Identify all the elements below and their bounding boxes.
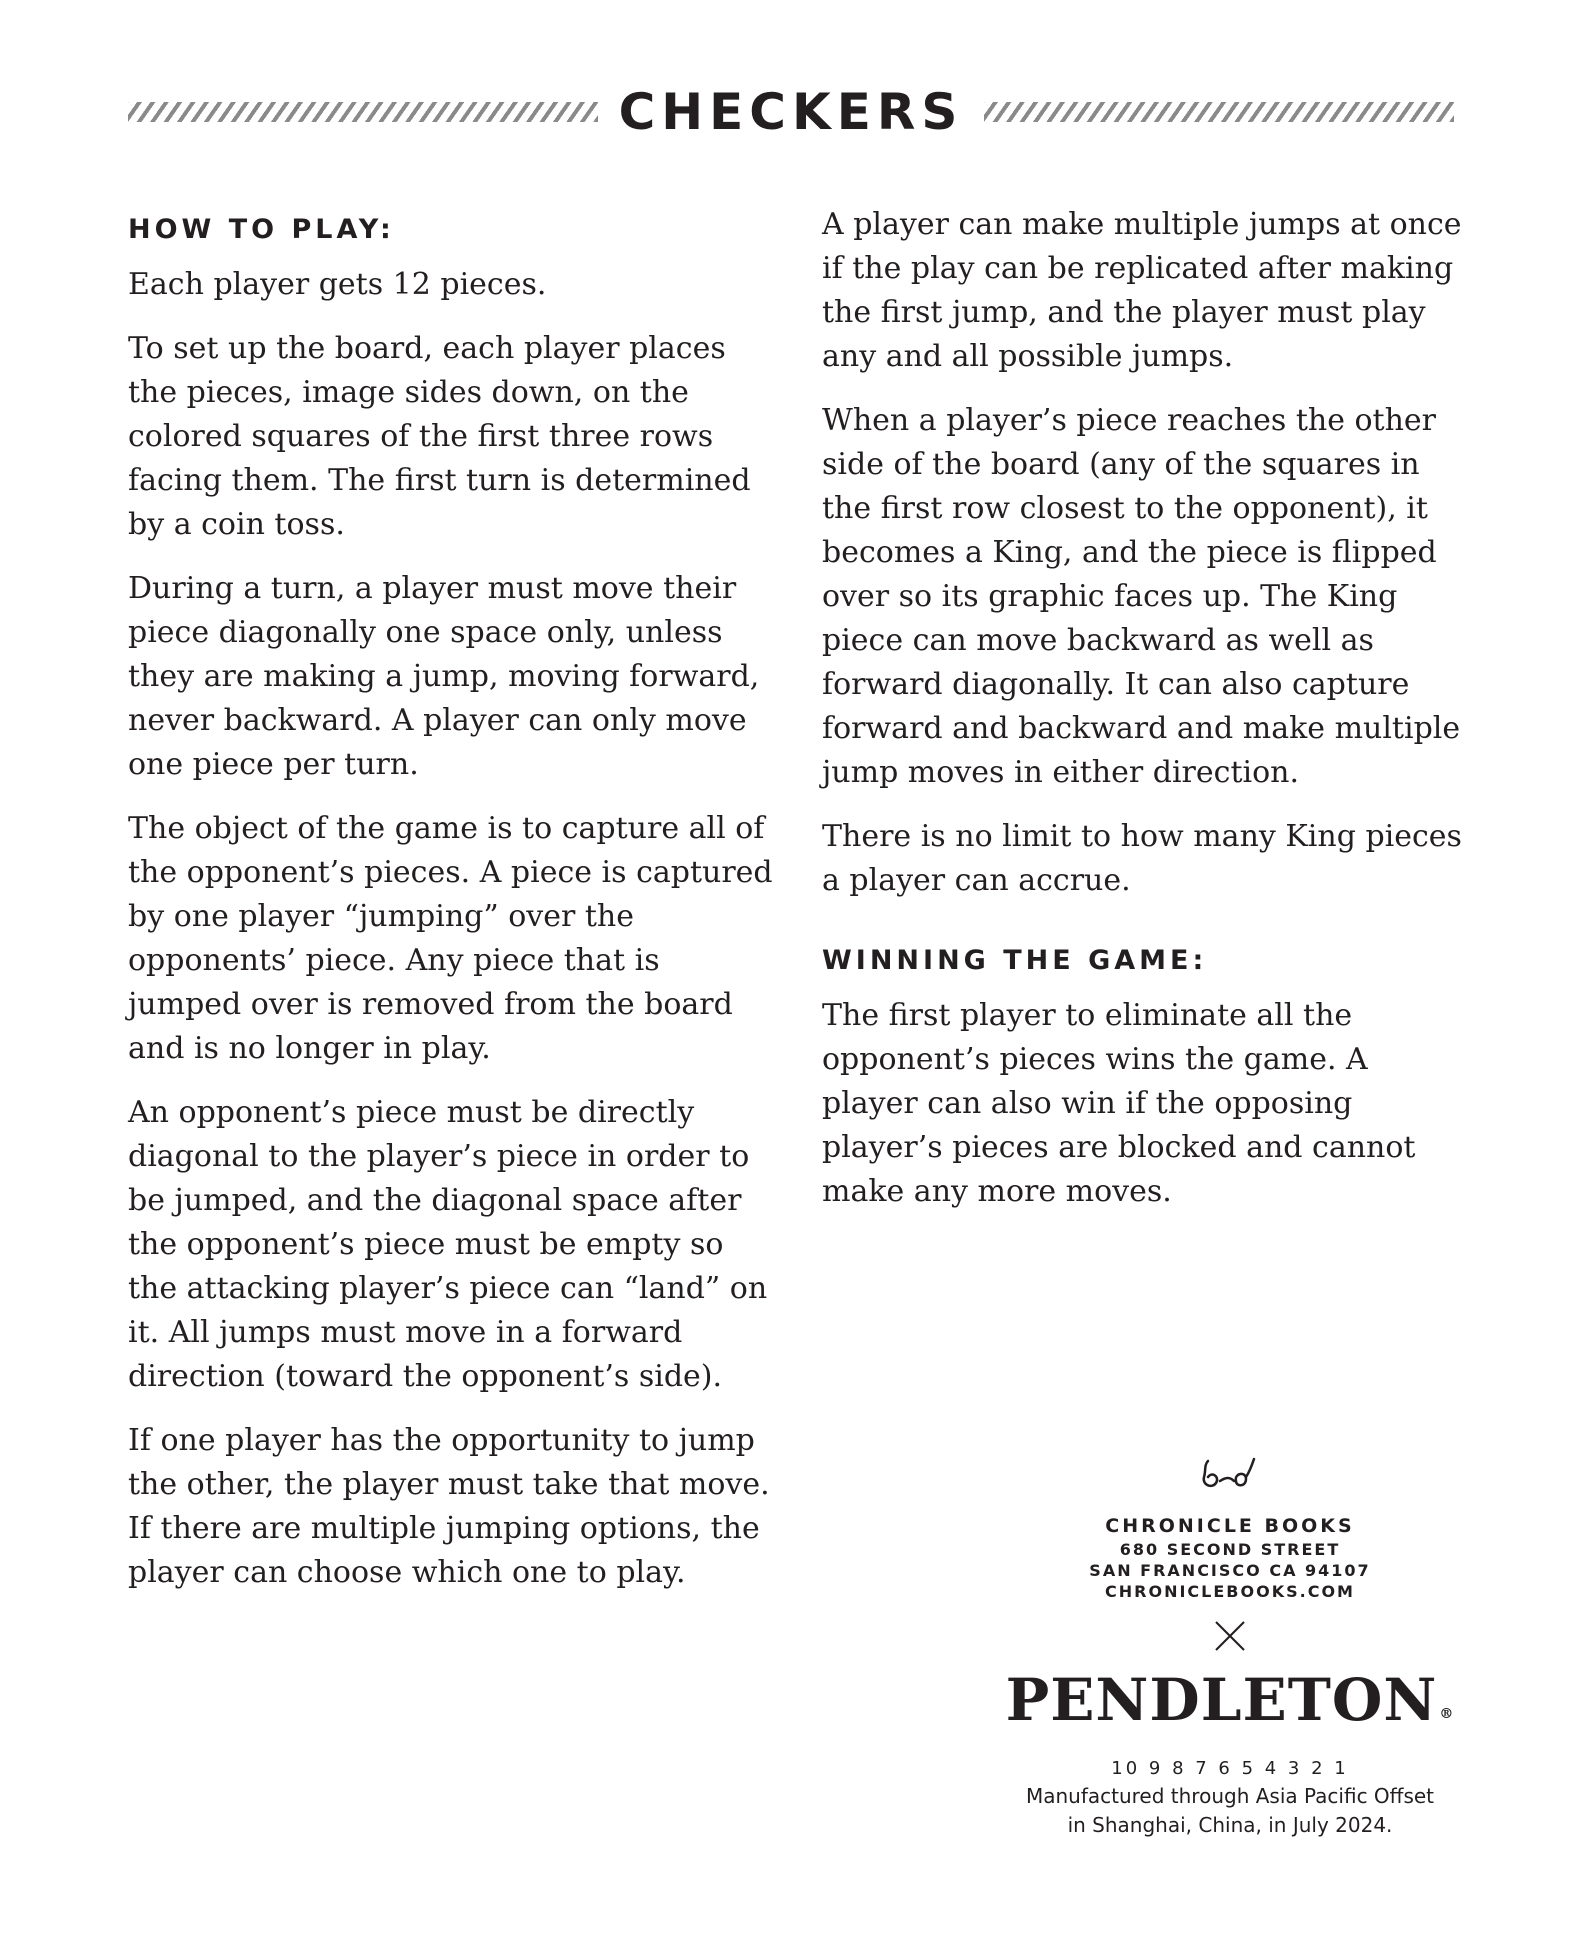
rule-paragraph: When a player’s piece reaches the other side of the board (any of the squares in the first row closest to the opponent), it becomes a King, and the piece is flipped over so its graphic faces up. The King piece can move backward as well as forward diagonally. It can also capture forward and backward and make multiple jump moves in either direction. [822,403,1461,790]
title-stripe-left [128,102,598,122]
rule-paragraph: During a turn, a player must move their piece diagonally one space only, unless they are making a jump, moving forward, never backward. A player can only move one piece per turn. [128,571,760,782]
winning-heading: WINNING THE GAME: [822,945,1208,976]
publisher-name: CHRONICLE BOOKS [1105,1515,1355,1537]
manufacturing-line-2: in Shanghai, China, in July 2024. [1067,1813,1393,1837]
page-title: CHECKERS [618,83,964,141]
chronicle-glasses-logo-icon [1200,1455,1260,1495]
publisher-city: SAN FRANCISCO CA 94107 [1089,1561,1371,1580]
rule-paragraph: The object of the game is to capture all of the opponent’s pieces. A piece is captured by one player “jumping” over the opponents’ piece. Any piece that is jumped over is removed from the board and is no longer in play. [128,811,773,1066]
right-column [822,203,1472,1234]
publisher-address: 680 SECOND STREET [1119,1540,1341,1559]
registered-mark: ® [1439,1706,1455,1722]
left-column [128,200,773,1615]
rule-paragraph: There is no limit to how many King pieces a player can accrue. [822,819,1462,898]
pendleton-logo [1006,1666,1455,1734]
publisher-website: CHRONICLEBOOKS.COM [1105,1582,1355,1601]
rule-paragraph: If one player has the opportunity to jump the other, the player must take that move. If there are multiple jumping options, the player can choose which one to play. [128,1423,770,1590]
rule-paragraph: To set up the board, each player places the pieces, image sides down, on the colored squares of the first three rows facing them. The first turn is determined by a coin toss. [128,331,751,542]
collaboration-x-icon [1210,1616,1250,1656]
how-to-play-heading: HOW TO PLAY: [128,214,395,245]
title-row [128,82,1454,142]
winning-paragraph: The first player to eliminate all the opponent’s pieces wins the game. A player can also win if the opposing player’s pieces are blocked and cannot make any more moves. [822,998,1416,1209]
publisher-block [990,1455,1470,1840]
pendleton-wordmark: PENDLETON [1005,1666,1438,1734]
manufacturing-line-1: Manufactured through Asia Pacific Offset [1025,1784,1435,1808]
rule-paragraph: Each player gets 12 pieces. [128,267,547,302]
print-line: 10 9 8 7 6 5 4 3 2 1 [1111,1758,1349,1779]
title-stripe-right [984,102,1454,122]
rule-paragraph: An opponent’s piece must be directly diagonal to the player’s piece in order to be jumped, and the diagonal space after the opponent’s piece must be empty so the attacking player’s piece can “land” on it. All jumps must move in a forward direction (toward the opponent’s side). [128,1095,768,1394]
rule-paragraph: A player can make multiple jumps at once if the play can be replicated after making the first jump, and the player must play any and all possible jumps. [822,207,1462,374]
